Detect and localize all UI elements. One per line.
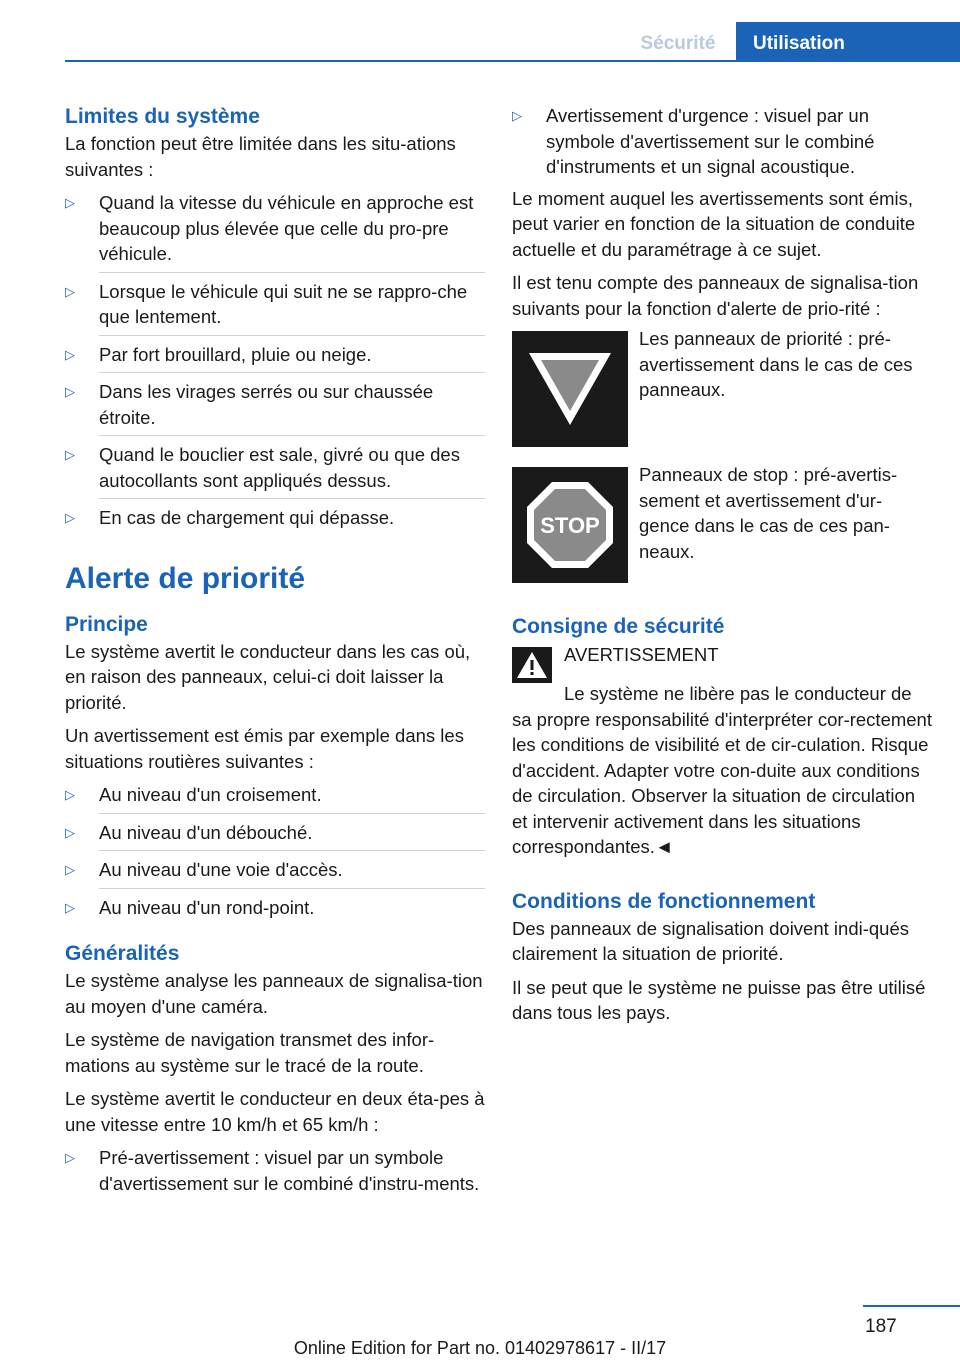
list-item: ▷ Au niveau d'un débouché. — [65, 820, 485, 852]
warning-text: Le système ne libère pas le conducteur de sa propre responsabilité d'interpréter cor-rectement les conditions de visibilité et de cir-culation. Risque d'accident. Adapter votre con-duite aux conditions de circulation. Observer la situation de circulation et intervenir activement dans les situations correspondantes.◄ — [512, 683, 932, 857]
right-column — [512, 103, 932, 1034]
principle-list — [65, 782, 485, 920]
general-title: Généralités — [65, 942, 180, 965]
warning-label: AVERTISSEMENT — [564, 644, 719, 665]
stop-sign-icon — [525, 480, 615, 570]
section-title: Alerte de priorité — [65, 561, 306, 595]
triangle-right-icon: ▷ — [65, 384, 75, 399]
list-item: ▷ Lorsque le véhicule qui suit ne se rappro-che que lentement. — [65, 279, 485, 336]
general-paragraph-1: Le système analyse les panneaux de signalisa-tion au moyen d'une caméra. — [65, 970, 483, 1017]
right-paragraph-2: Il est tenu compte des panneaux de signalisa-tion suivants pour la fonction d'alerte de prio-rité : — [512, 272, 919, 319]
list-item: ▷ En cas de chargement qui dépasse. — [65, 505, 485, 531]
triangle-right-icon: ▷ — [65, 283, 75, 299]
triangle-right-icon: ▷ — [65, 1150, 75, 1165]
principle-title: Principe — [65, 612, 148, 636]
principle-paragraph-2: Un avertissement est émis par exemple dans les situations routières suivantes : — [65, 725, 464, 772]
sign-stop-row — [512, 464, 932, 583]
triangle-right-icon: ▷ — [512, 108, 522, 123]
edition-footer: Online Edition for Part no. 01402978617 - II/17 — [293, 1338, 667, 1358]
list-item: ▷ Au niveau d'un rond-point. — [65, 895, 485, 921]
safety-title: Consigne de sécurité — [512, 615, 725, 638]
list-item: ▷ Quand le bouclier est sale, givré ou que des autocollants sont appliqués dessus. — [65, 442, 485, 499]
stop-sign-image — [512, 467, 628, 583]
header-tab-utilisation[interactable]: Utilisation — [736, 22, 960, 62]
stop-sign-label: STOP — [540, 513, 600, 538]
yield-sign-image — [512, 331, 628, 447]
list-item: ▷ Au niveau d'un croisement. — [65, 782, 485, 814]
warning-block — [512, 641, 932, 683]
triangle-right-icon: ▷ — [65, 195, 75, 210]
list-item: ▷ Dans les virages serrés ou sur chaussée étroite. — [65, 379, 485, 436]
yield-sign-icon — [525, 349, 615, 429]
triangle-right-icon: ▷ — [65, 346, 75, 362]
header-rule — [65, 60, 960, 62]
list-item: ▷ Avertissement d'urgence : visuel par un symbole d'avertissement sur le combiné d'instruments et un signal acoustique. — [512, 105, 875, 177]
list-item: ▷ Quand la vitesse du véhicule en approche est beaucoup plus élevée que celle du pro-pre véhicule. — [65, 190, 485, 273]
header-tab-securite[interactable]: Sécurité — [640, 33, 716, 54]
footer-rule — [863, 1305, 960, 1307]
page-number: 187 — [865, 1316, 897, 1337]
principle-paragraph-1: Le système avertit le conducteur dans les cas où, en raison des panneaux, celui-ci doit laisser la priorité. — [65, 640, 471, 713]
triangle-right-icon: ▷ — [65, 899, 75, 915]
triangle-right-icon: ▷ — [65, 824, 75, 840]
list-item: ▷ Pré-avertissement : visuel par un symbole d'avertissement sur le combiné d'instru-ments. — [65, 1147, 480, 1194]
general-paragraph-3: Le système avertit le conducteur en deux éta-pes à une vitesse entre 10 km/h et 65 km/h : — [65, 1088, 485, 1135]
conditions-title: Conditions de fonctionnement — [512, 889, 816, 913]
limits-intro: La fonction peut être limitée dans les situ-ations suivantes : — [65, 133, 456, 180]
general-paragraph-2: Le système de navigation transmet des infor-mations au système sur le tracé de la route. — [65, 1029, 435, 1076]
triangle-right-icon: ▷ — [65, 447, 75, 462]
sign-stop-text: Panneaux de stop : pré-avertis-sement et avertissement d'ur-gence dans le cas de ces pan-neaux. — [639, 464, 898, 562]
general-list — [65, 1145, 485, 1196]
conditions-paragraph-1: Des panneaux de signalisation doivent indi-qués clairement la situation de priorité. — [512, 917, 909, 964]
list-item: ▷ Au niveau d'une voie d'accès. — [65, 857, 485, 889]
conditions-paragraph-2: Il se peut que le système ne puisse pas être utilisé dans tous les pays. — [512, 976, 926, 1023]
list-item: ▷ Par fort brouillard, pluie ou neige. — [65, 342, 485, 374]
sign-yield-row — [512, 328, 932, 447]
warnings-list — [512, 103, 932, 180]
limits-list — [65, 190, 485, 531]
triangle-right-icon: ▷ — [65, 787, 75, 802]
left-column — [65, 103, 485, 1202]
triangle-right-icon: ▷ — [65, 510, 75, 525]
triangle-right-icon: ▷ — [65, 862, 75, 877]
warning-triangle-icon — [512, 647, 552, 683]
limits-title: Limites du système — [65, 105, 260, 128]
right-paragraph-1: Le moment auquel les avertissements sont émis, peut varier en fonction de la situation de conduite actuelle et du paramétrage à ce sujet. — [512, 187, 916, 260]
sign-yield-text: Les panneaux de priorité : pré-avertissement dans le cas de ces panneaux. — [639, 328, 913, 400]
